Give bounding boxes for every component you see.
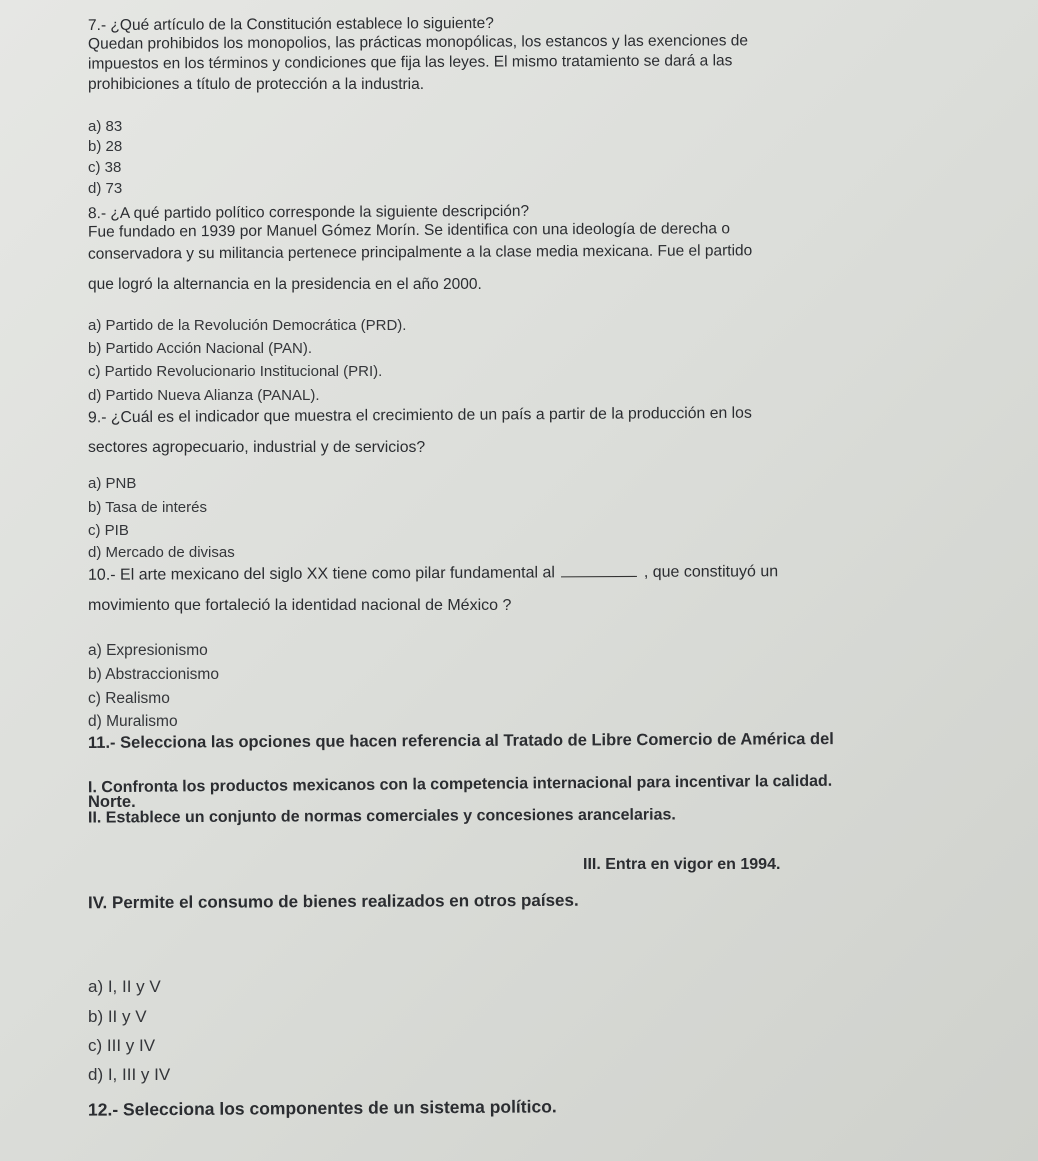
q7-question: 7.- ¿Qué artículo de la Constitución establece lo siguiente? [87, 14, 494, 35]
q10-option-d: d) Muralismo [88, 713, 178, 730]
q8-text-line-3: que logró la alternancia en la presidencia en el año 2000. [88, 276, 482, 293]
q12-question: 12.- Selecciona los componentes de un sistema político. [87, 1096, 557, 1120]
q10-option-a: a) Expresionismo [88, 642, 208, 659]
q9-question-line-2: sectores agropecuario, industrial y de servicios? [88, 439, 426, 456]
q7-text-line-2: impuestos en los términos y condiciones que fija las leyes. El mismo tratamiento se dará a las [87, 52, 733, 73]
q10-question-part-1: 10.- El arte mexicano del siglo XX tiene como pilar fundamental al [87, 564, 555, 584]
q7-option-c: c) 38 [88, 159, 122, 176]
q11-item-4: IV. Permite el consumo de bienes realizados en otros países. [87, 890, 579, 913]
q8-option-c: c) Partido Revolucionario Institucional (PRI). [88, 363, 383, 380]
q7-option-d: d) 73 [88, 180, 123, 197]
q9-question-line-1: 9.- ¿Cuál es el indicador que muestra el crecimiento de un país a partir de la producción en los [87, 404, 752, 427]
q8-question: 8.- ¿A qué partido político corresponde la siguiente descripción? [87, 202, 530, 223]
q7-text-line-1: Quedan prohibidos los monopolios, las prácticas monopólicas, los estancos y las exenciones de [87, 32, 749, 53]
q7-text-line-3: prohibiciones a título de protección a la industria. [88, 76, 425, 93]
q9-option-d: d) Mercado de divisas [88, 544, 235, 561]
q8-option-a: a) Partido de la Revolución Democrática (PRD). [88, 317, 407, 334]
q11-item-2: II. Establece un conjunto de normas comerciales y concesiones arancelarias. [87, 806, 676, 827]
q10-question-line-2: movimiento que fortaleció la identidad nacional de México ? [88, 597, 512, 614]
q11-option-a: a) I, II y V [88, 977, 161, 996]
q9-option-b: b) Tasa de interés [88, 499, 207, 516]
q11-option-c: c) III y IV [88, 1036, 156, 1055]
q8-text-line-1: Fue fundado en 1939 por Manuel Gómez Morín. Se identifica con una ideología de derecha o [87, 220, 731, 241]
q11-option-d: d) I, III y IV [88, 1065, 171, 1084]
q11-item-3: III. Entra en vigor en 1994. [583, 856, 781, 873]
q9-option-a: a) PNB [88, 475, 137, 492]
q8-option-d: d) Partido Nueva Alianza (PANAL). [88, 387, 320, 404]
q11-item-1: I. Confronta los productos mexicanos con la competencia internacional para incentivar la calidad. [87, 772, 833, 797]
q7-option-b: b) 28 [88, 138, 123, 155]
q8-text-line-2: conservadora y su militancia pertenece principalmente a la clase media mexicana. Fue el partido [87, 242, 753, 263]
q11-option-b: b) II y V [88, 1007, 147, 1026]
q10-option-c: c) Realismo [88, 690, 170, 707]
q11-question-line-2: Norte. [88, 793, 136, 811]
q10-question-part-2: , que constituyó un [643, 563, 779, 581]
q8-option-b: b) Partido Acción Nacional (PAN). [88, 340, 312, 357]
q7-option-a: a) 83 [88, 118, 123, 135]
q10-question-line-1 [88, 563, 778, 584]
q10-blank [561, 564, 637, 577]
q9-option-c: c) PIB [88, 522, 129, 539]
q11-question-line-1: 11.- Selecciona las opciones que hacen referencia al Tratado de Libre Comercio de América del [87, 730, 834, 752]
q10-option-b: b) Abstraccionismo [88, 666, 219, 683]
